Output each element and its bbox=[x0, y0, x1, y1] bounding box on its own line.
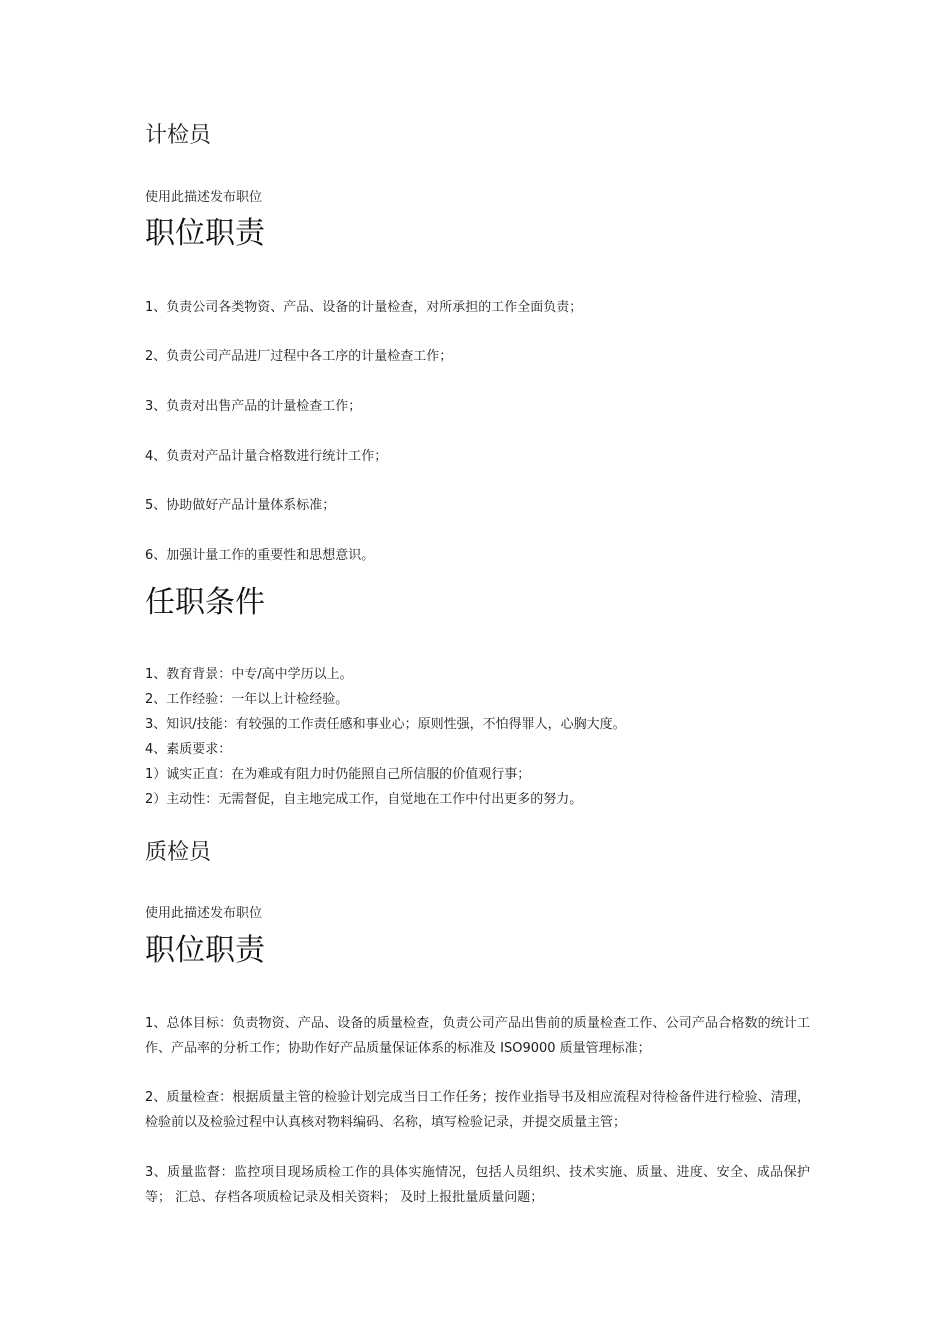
duty-item: 5、协助做好产品计量体系标准； bbox=[145, 498, 336, 513]
duty-paragraph: 1、总体目标：负责物资、产品、设备的质量检查，负责公司产品出售前的质量检查工作、公司产品合格数的统计工作、产品率的分析工作；协助作好产品质量保证体系的标准及 ISO9000 质量管理标准； bbox=[145, 1016, 810, 1056]
section-heading-requirements: 任职条件 bbox=[145, 585, 265, 620]
duty-item: 2、负责公司产品进厂过程中各工序的计量检查工作； bbox=[145, 349, 453, 364]
duty-item: 4、负责对产品计量合格数进行统计工作； bbox=[145, 449, 388, 464]
requirement-item: 4、素质要求： bbox=[145, 742, 232, 757]
publish-job-link[interactable]: 使用此描述发布职位 bbox=[145, 190, 263, 205]
duty-item: 6、加强计量工作的重要性和思想意识。 bbox=[145, 548, 375, 563]
duty-item: 1、负责公司各类物资、产品、设备的计量检查，对所承担的工作全面负责； bbox=[145, 300, 583, 315]
duty-paragraph: 3、质量监督：监控项目现场质检工作的具体实施情况，包括人员组织、技术实施、质量、进度、安全、成品保护等； 汇总、存档各项质检记录及相关资料； 及时上报批量质量问题； bbox=[145, 1165, 810, 1205]
publish-job-link[interactable]: 使用此描述发布职位 bbox=[145, 906, 263, 921]
requirement-item: 2）主动性：无需督促，自主地完成工作，自觉地在工作中付出更多的努力。 bbox=[145, 792, 583, 807]
requirement-item: 3、知识/技能：有较强的工作责任感和事业心；原则性强，不怕得罪人，心胸大度。 bbox=[145, 717, 626, 732]
section-heading-duties: 职位职责 bbox=[145, 216, 265, 251]
requirement-item: 2、工作经验：一年以上计检经验。 bbox=[145, 692, 349, 707]
job-title: 质检员 bbox=[145, 840, 212, 865]
duty-item: 3、负责对出售产品的计量检查工作； bbox=[145, 399, 362, 414]
job-title: 计检员 bbox=[145, 123, 212, 148]
section-heading-duties: 职位职责 bbox=[145, 933, 265, 968]
requirement-item: 1、教育背景：中专/高中学历以上。 bbox=[145, 667, 353, 682]
duty-paragraph: 2、质量检查：根据质量主管的检验计划完成当日工作任务；按作业指导书及相应流程对待检备件进行检验、清理，检验前以及检验过程中认真核对物料编码、名称，填写检验记录，并提交质量主管； bbox=[145, 1090, 810, 1130]
requirement-item: 1）诚实正直：在为难或有阻力时仍能照自己所信服的价值观行事； bbox=[145, 767, 531, 782]
